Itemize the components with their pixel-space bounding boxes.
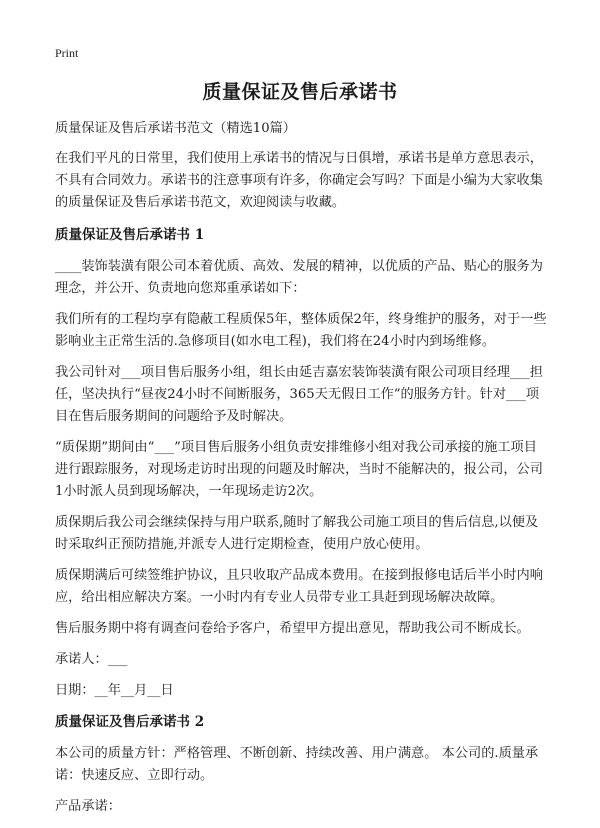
section-paragraph: ____装饰装潢有限公司本着优质、高效、发展的精神，以优质的产品、贴心的服务为理念，并公开、负责地向您郑重承诺如下： <box>55 259 543 296</box>
section-heading: 质量保证及售后承诺书 2 <box>55 714 205 730</box>
signatory-line: 承诺人：___ <box>55 652 128 667</box>
section-paragraph: 产品承诺： <box>55 799 121 814</box>
section-paragraph: 售后服务期中将有调查问卷给予客户，希望甲方提出意见，帮助我公司不断成长。 <box>55 621 530 636</box>
intro-paragraph: 在我们平凡的日常里，我们使用上承诺书的情况与日俱增，承诺书是单方意思表示，不具有合同效力。承诺书的注意事项有许多，你确定会写吗？下面是小编为大家收集的质量保证及售后承诺书范文，欢迎阅读与收藏。 <box>55 151 543 210</box>
section-paragraph: 质保期后我公司会继续保持与用户联系,随时了解我公司施工项目的售后信息,以便及时采取纠正预防措施,并派专人进行定期检查，使用户放心使用。 <box>55 515 539 552</box>
date-line: 日期：__年__月__日 <box>55 683 174 698</box>
section-paragraph: “质保期”期间由“___”项目售后服务小组负责安排维修小组对我公司承接的施工项目进行跟踪服务，对现场走访时出现的问题及时解决，当时不能解决的，报公司，公司1小时派人员到现场解决，一年现场走访2次。 <box>55 440 543 499</box>
document-body <box>55 118 550 827</box>
print-link[interactable]: Print <box>55 46 79 60</box>
section-paragraph: 我公司针对___项目售后服务小组，组长由延吉嘉宏装饰装潢有限公司项目经理___担任，坚决执行“昼夜24小时不间断服务，365天无假日工作”的服务方针。针对___项目在售后服务期间的问题给予及时解决。 <box>55 365 543 424</box>
section-paragraph: 本公司的质量方针：严格管理、不断创新、持续改善、用户满意。 本公司的.质量承诺：快速反应、立即行动。 <box>55 746 539 783</box>
section-paragraph: 质保期满后可续签维护协议，且只收取产品成本费用。在接到报修电话后半小时内响应，给出相应解决方案。一小时内有专业人员带专业工具赶到现场解决故障。 <box>55 568 543 605</box>
document-title: 质量保证及售后承诺书 <box>202 81 398 103</box>
section-paragraph: 我们所有的工程均享有隐蔽工程质保5年，整体质保2年，终身维护的服务，对于一些影响业主正常生活的.急修项目(如水电工程)，我们将在24小时内到场维修。 <box>55 312 547 349</box>
document-subtitle: 质量保证及售后承诺书范文（精选10篇） <box>55 121 296 136</box>
section-heading: 质量保证及售后承诺书 1 <box>55 227 205 243</box>
